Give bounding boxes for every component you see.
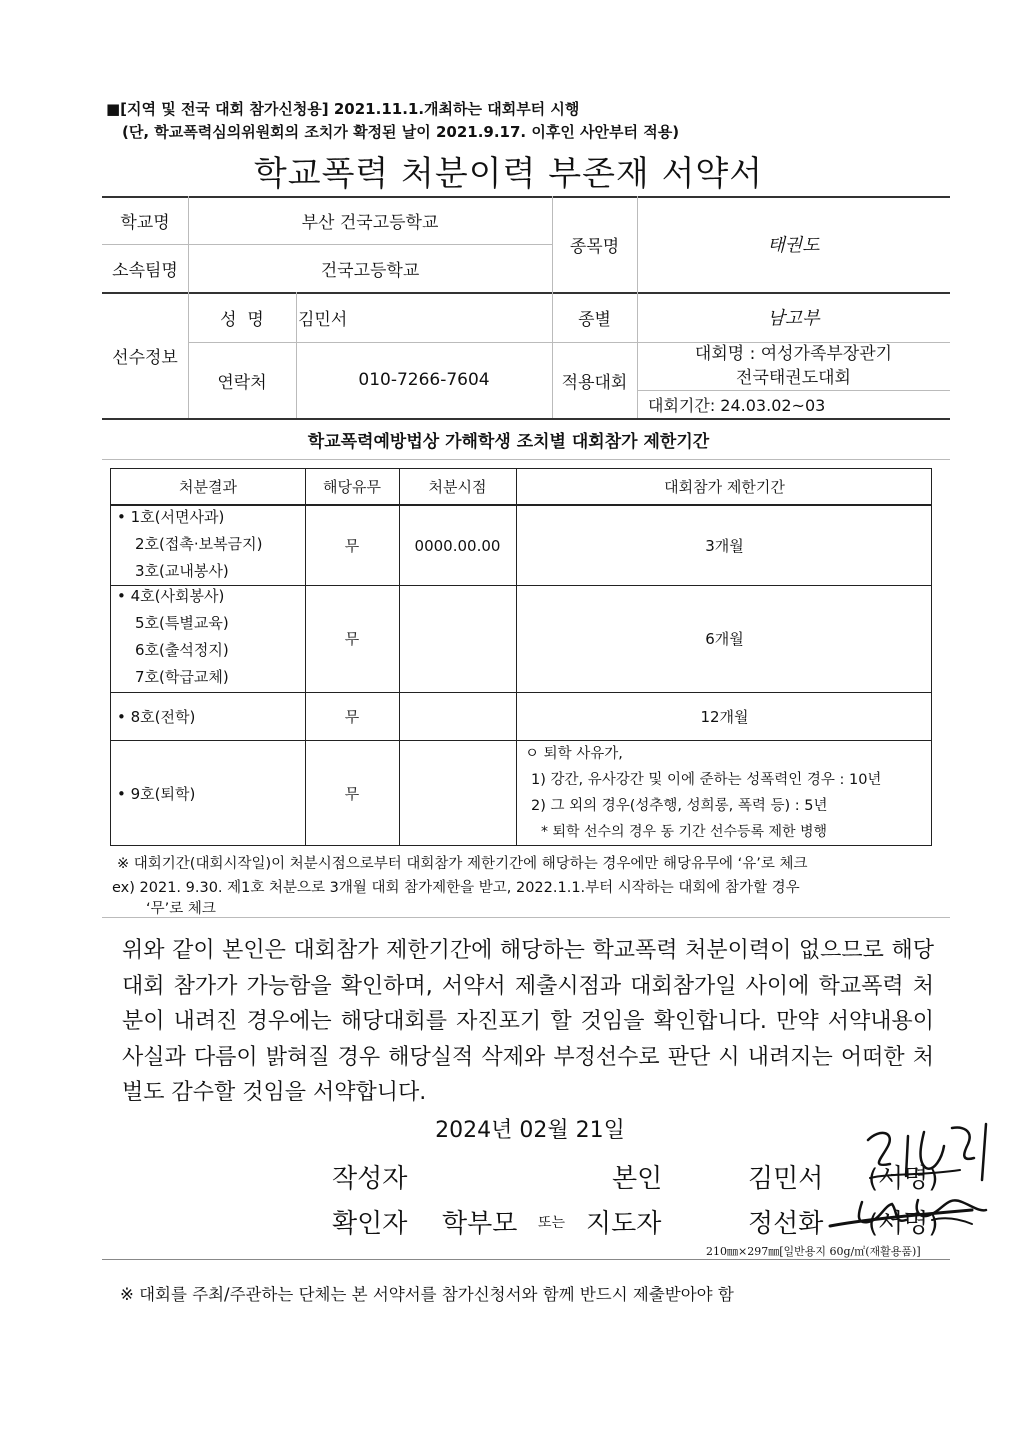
player-info-label: 선수정보	[112, 347, 178, 368]
table-row-3-applicable: 무	[344, 707, 360, 726]
division-label: 종별	[578, 309, 611, 330]
list-item: 1) 강간, 유사강간 및 이에 준하는 성폭력인 경우 : 10년	[531, 772, 882, 788]
pledge-date: 2024년 02월 21일	[435, 1118, 625, 1143]
list-item: 5호(특별교육)	[135, 614, 229, 632]
list-item: ㅇ 퇴학 사유가,	[525, 746, 623, 762]
confirm-name: 정선화	[748, 1209, 824, 1239]
name-label: 성 명	[220, 309, 264, 330]
list-item: 6호(출석정지)	[135, 641, 229, 659]
paper-spec: 210㎜×297㎜[일반용지 60g/㎡(재활용품)]	[706, 1245, 921, 1258]
table-row-1-result	[117, 504, 262, 585]
table-row-2-result	[117, 583, 229, 691]
header-line-2: (단, 학교폭력심의위원회의 조치가 확정된 날이 2021.9.17. 이후인 사안부터 적용)	[122, 123, 680, 141]
table-row-2-applicable: 무	[344, 630, 360, 648]
list-item: • 1호(서면사과)	[117, 508, 225, 526]
table-row-4-result: • 9호(퇴학)	[117, 785, 196, 803]
table-row-1-applicable: 무	[344, 537, 360, 555]
author-sign-label: (서명)	[868, 1164, 939, 1194]
list-item: 3호(교내봉사)	[135, 562, 229, 580]
note-3: ‘무’로 체크	[146, 901, 216, 917]
name-value: 김민서	[298, 309, 348, 330]
table-row-3-period: 12개월	[700, 707, 749, 726]
header-line-1: ■[지역 및 전국 대회 참가신청용] 2021.11.1.개최하는 대회부터 시행	[106, 100, 580, 118]
contact-label: 연락처	[217, 372, 267, 393]
event-label: 종목명	[569, 236, 620, 257]
document-title: 학교폭력 처분이력 부존재 서약서	[253, 154, 764, 194]
confirm-role-coach: 지도자	[586, 1209, 662, 1239]
competition-name-line2: 전국태권도대회	[736, 368, 851, 388]
table-row-1-period: 3개월	[705, 537, 744, 555]
competition-period: 대회기간: 24.03.02~03	[648, 396, 826, 415]
author-role: 본인	[612, 1164, 663, 1194]
pledge-text: 위와 같이 본인은 대회참가 제한기간에 해당하는 학교폭력 처분이력이 없으므로 해당 대회 참가가 가능함을 확인하며, 서약서 제출시점과 대회참가일 사이에 학교폭력 처분이 내려진 경우에는 해당대회를 자진포기 할 것임을 확인합니다. 만약 서약내용이 사실과 다름이 밝혀질 경우 해당실적 삭제와 부정선수로 판단 시 내려지는 어떠한 처벌도 감수할 것임을 서약합니다.	[122, 938, 934, 1105]
team-value: 건국고등학교	[320, 260, 420, 281]
restriction-subtitle: 학교폭력예방법상 가해학생 조치별 대회참가 제한기간	[307, 432, 710, 452]
event-value: 태권도	[767, 235, 820, 256]
list-item: 7호(학급교체)	[135, 668, 229, 686]
competition-label: 적용대회	[561, 372, 628, 393]
school-value: 부산 건국고등학교	[301, 212, 439, 233]
table-row-4-applicable: 무	[344, 785, 360, 803]
table-row-3-result: • 8호(전학)	[117, 707, 196, 726]
team-label: 소속팀명	[112, 260, 178, 281]
note-2: ex) 2021. 9.30. 제1호 처분으로 3개월 대회 참가제한을 받고, 2022.1.1.부터 시작하는 대회에 참가할 경우	[112, 880, 800, 896]
confirm-or: 또는	[538, 1215, 566, 1231]
footer-note: ※ 대회를 주최/주관하는 단체는 본 서약서를 참가신청서와 함께 반드시 제출받아야 함	[120, 1285, 734, 1304]
list-item: • 4호(사회봉사)	[117, 587, 225, 605]
list-item: * 퇴학 선수의 경우 동 기간 선수등록 제한 병행	[541, 824, 828, 840]
header-period: 대회참가 제한기간	[664, 478, 785, 496]
list-item: 2) 그 외의 경우(성추행, 성희롱, 폭력 등) : 5년	[531, 798, 828, 814]
note-1: ※ 대회기간(대회시작일)이 처분시점으로부터 대회참가 제한기간에 해당하는 경우에만 해당유무에 ‘유’로 체크	[117, 856, 808, 872]
division-value: 남고부	[767, 308, 820, 329]
header-result: 처분결과	[179, 478, 237, 496]
table-row-2-period: 6개월	[705, 630, 744, 648]
confirm-label: 확인자	[332, 1209, 408, 1239]
header-applicable: 해당유무	[323, 478, 381, 496]
author-label: 작성자	[332, 1164, 408, 1194]
confirm-sign-label: (서명)	[868, 1209, 939, 1239]
table-row-1-date: 0000.00.00	[414, 536, 501, 555]
confirm-signature-scribble	[822, 1190, 992, 1240]
author-signature-scribble	[850, 1118, 1000, 1198]
contact-value: 010-7266-7604	[358, 370, 490, 390]
competition-name	[637, 342, 950, 390]
restriction-table	[110, 468, 932, 846]
author-name: 김민서	[748, 1164, 824, 1194]
school-label: 학교명	[120, 212, 170, 233]
competition-name-line1: 대회명 : 여성가족부장관기	[694, 344, 893, 364]
header-date: 처분시점	[428, 478, 487, 496]
table-row-4-period	[525, 741, 881, 845]
list-item: 2호(접촉·보복금지)	[135, 535, 263, 553]
confirm-role-parent: 학부모	[442, 1209, 518, 1239]
